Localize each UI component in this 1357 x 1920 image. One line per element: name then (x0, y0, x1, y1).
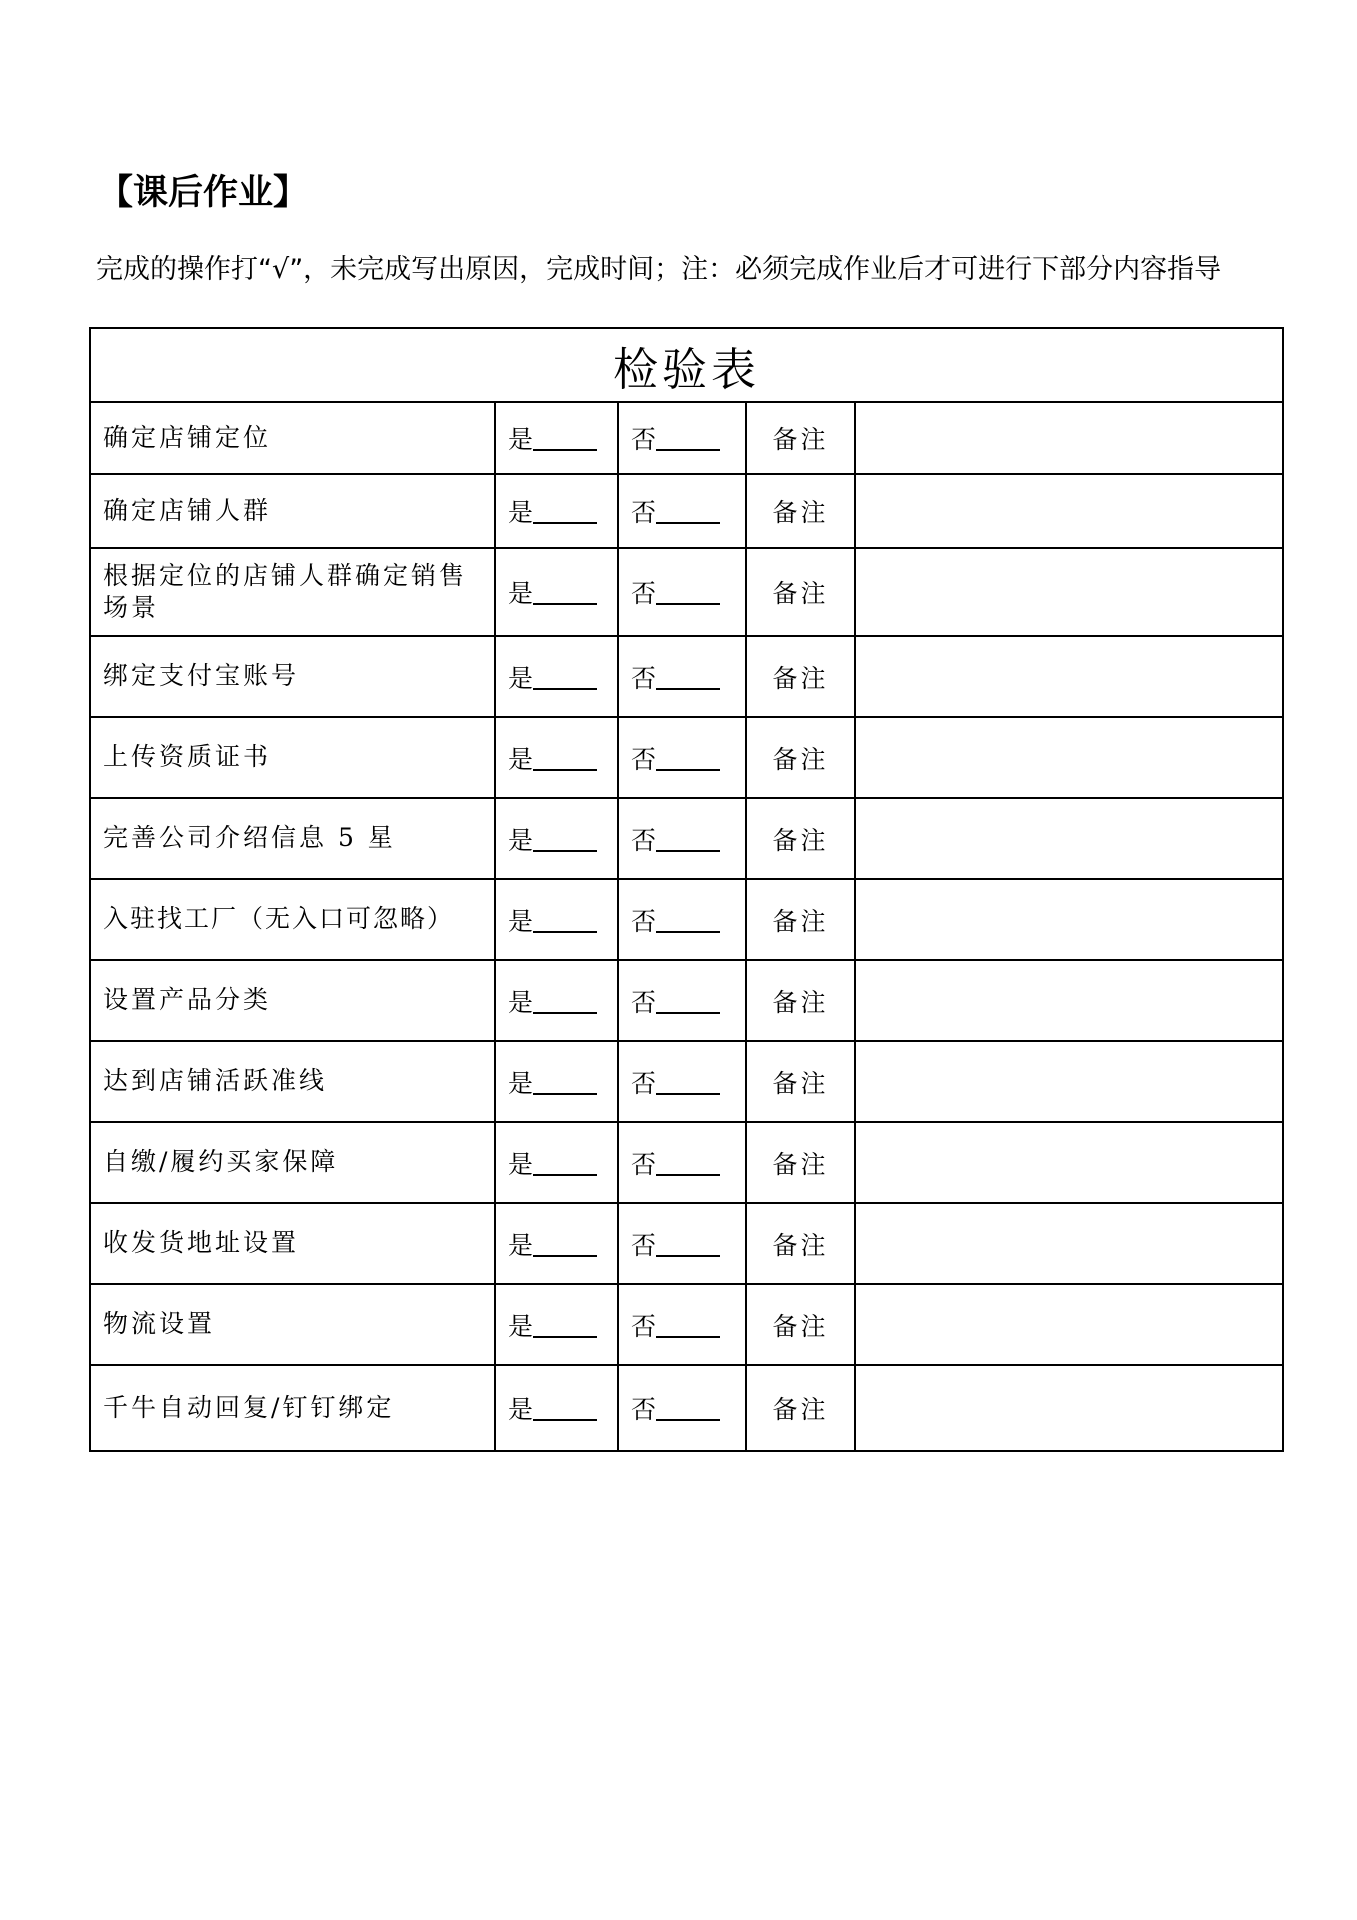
yes-label: 是 (508, 744, 534, 774)
yes-blank[interactable] (533, 849, 597, 852)
note-label: 备注 (746, 548, 855, 636)
note-label: 备注 (746, 474, 855, 548)
no-blank[interactable] (656, 448, 720, 451)
note-field[interactable] (855, 1122, 1283, 1203)
no-cell[interactable] (618, 879, 746, 960)
note-field[interactable] (855, 879, 1283, 960)
note-field[interactable] (855, 717, 1283, 798)
no-label: 否 (631, 498, 657, 527)
row-item-label: 完善公司介绍信息 5 星 (90, 798, 495, 879)
yes-cell[interactable] (495, 1365, 618, 1451)
no-blank[interactable] (656, 1335, 720, 1338)
yes-blank[interactable] (533, 1092, 597, 1095)
yes-cell[interactable] (495, 1203, 618, 1284)
yes-label: 是 (508, 1149, 534, 1179)
no-cell[interactable] (618, 1284, 746, 1365)
yes-cell[interactable] (495, 717, 618, 798)
note-label: 备注 (746, 1122, 855, 1203)
no-cell[interactable] (618, 1203, 746, 1284)
yes-blank[interactable] (533, 448, 597, 451)
no-label: 否 (631, 825, 657, 855)
yes-label: 是 (508, 825, 534, 855)
yes-blank[interactable] (533, 1011, 597, 1014)
table-row (90, 1365, 1283, 1451)
yes-blank[interactable] (533, 1173, 597, 1176)
yes-label: 是 (508, 1395, 534, 1424)
no-cell[interactable] (618, 798, 746, 879)
table-row (90, 474, 1283, 548)
note-field[interactable] (855, 402, 1283, 474)
yes-label: 是 (508, 425, 534, 454)
no-blank[interactable] (656, 521, 720, 524)
yes-cell[interactable] (495, 798, 618, 879)
note-field[interactable] (855, 548, 1283, 636)
table-row (90, 717, 1283, 798)
no-label: 否 (631, 1149, 657, 1179)
yes-blank[interactable] (533, 768, 597, 771)
no-blank[interactable] (656, 930, 720, 933)
yes-cell[interactable] (495, 879, 618, 960)
yes-cell[interactable] (495, 1122, 618, 1203)
yes-cell[interactable] (495, 960, 618, 1041)
yes-blank[interactable] (533, 521, 597, 524)
yes-cell[interactable] (495, 548, 618, 636)
no-blank[interactable] (656, 1092, 720, 1095)
row-item-label: 千牛自动回复/钉钉绑定 (90, 1365, 495, 1451)
table-row (90, 879, 1283, 960)
no-label: 否 (631, 987, 657, 1017)
no-blank[interactable] (656, 768, 720, 771)
note-field[interactable] (855, 1041, 1283, 1122)
table-row (90, 1203, 1283, 1284)
row-item-label: 入驻找工厂（无入口可忽略） (90, 879, 495, 960)
instruction-text: 完成的操作打“√”，未完成写出原因，完成时间；注：必须完成作业后才可进行下部分内容指导 (96, 254, 1222, 285)
yes-blank[interactable] (533, 930, 597, 933)
note-label: 备注 (746, 798, 855, 879)
note-label: 备注 (746, 402, 855, 474)
table-row (90, 636, 1283, 717)
yes-cell[interactable] (495, 474, 618, 548)
table-row (90, 402, 1283, 474)
note-label: 备注 (746, 636, 855, 717)
no-cell[interactable] (618, 548, 746, 636)
yes-blank[interactable] (533, 1254, 597, 1257)
no-blank[interactable] (656, 1011, 720, 1014)
table-row (90, 798, 1283, 879)
no-label: 否 (631, 663, 657, 693)
note-field[interactable] (855, 1284, 1283, 1365)
row-item-label: 绑定支付宝账号 (90, 636, 495, 717)
yes-blank[interactable] (533, 602, 597, 605)
row-item-label: 自缴/履约买家保障 (90, 1122, 495, 1203)
yes-cell[interactable] (495, 1284, 618, 1365)
yes-label: 是 (508, 663, 534, 693)
row-item-label: 达到店铺活跃准线 (90, 1041, 495, 1122)
no-blank[interactable] (656, 1173, 720, 1176)
checklist-body (90, 328, 1283, 1451)
no-label: 否 (631, 1068, 657, 1098)
yes-cell[interactable] (495, 1041, 618, 1122)
row-item-label: 收发货地址设置 (90, 1203, 495, 1284)
row-item-label: 物流设置 (90, 1284, 495, 1365)
no-label: 否 (631, 906, 657, 936)
no-cell[interactable] (618, 474, 746, 548)
note-field[interactable] (855, 798, 1283, 879)
note-label: 备注 (746, 1203, 855, 1284)
table-row (90, 548, 1283, 636)
yes-label: 是 (508, 579, 534, 608)
note-label: 备注 (746, 717, 855, 798)
no-cell[interactable] (618, 402, 746, 474)
no-cell[interactable] (618, 717, 746, 798)
row-item-label: 上传资质证书 (90, 717, 495, 798)
no-cell[interactable] (618, 1122, 746, 1203)
row-item-label: 根据定位的店铺人群确定销售场景 (90, 548, 495, 636)
yes-blank[interactable] (533, 1335, 597, 1338)
yes-label: 是 (508, 498, 534, 527)
no-cell[interactable] (618, 636, 746, 717)
note-label: 备注 (746, 1365, 855, 1451)
no-label: 否 (631, 1230, 657, 1260)
no-label: 否 (631, 579, 657, 608)
note-field[interactable] (855, 636, 1283, 717)
note-label: 备注 (746, 1284, 855, 1365)
yes-blank[interactable] (533, 687, 597, 690)
table-row (90, 960, 1283, 1041)
row-item-label: 确定店铺定位 (90, 402, 495, 474)
title-row (90, 328, 1283, 402)
no-cell[interactable] (618, 960, 746, 1041)
note-field[interactable] (855, 1365, 1283, 1451)
no-label: 否 (631, 1395, 657, 1424)
no-cell[interactable] (618, 1041, 746, 1122)
no-blank[interactable] (656, 687, 720, 690)
note-field[interactable] (855, 1203, 1283, 1284)
row-item-label: 设置产品分类 (90, 960, 495, 1041)
no-blank[interactable] (656, 1418, 720, 1421)
note-field[interactable] (855, 474, 1283, 548)
no-label: 否 (631, 425, 657, 454)
no-blank[interactable] (656, 602, 720, 605)
checklist-table (89, 327, 1284, 1452)
no-label: 否 (631, 744, 657, 774)
no-label: 否 (631, 1311, 657, 1341)
note-label: 备注 (746, 960, 855, 1041)
yes-cell[interactable] (495, 402, 618, 474)
yes-label: 是 (508, 1311, 534, 1341)
checklist-title: 检验表 (90, 328, 1283, 402)
no-blank[interactable] (656, 849, 720, 852)
yes-label: 是 (508, 906, 534, 936)
note-field[interactable] (855, 960, 1283, 1041)
yes-label: 是 (508, 987, 534, 1017)
table-row (90, 1041, 1283, 1122)
yes-cell[interactable] (495, 636, 618, 717)
yes-label: 是 (508, 1068, 534, 1098)
row-item-label: 确定店铺人群 (90, 474, 495, 548)
no-cell[interactable] (618, 1365, 746, 1451)
yes-label: 是 (508, 1230, 534, 1260)
no-blank[interactable] (656, 1254, 720, 1257)
note-label: 备注 (746, 879, 855, 960)
note-label: 备注 (746, 1041, 855, 1122)
table-row (90, 1122, 1283, 1203)
table-row (90, 1284, 1283, 1365)
yes-blank[interactable] (533, 1418, 597, 1421)
assignment-heading: 【课后作业】 (98, 173, 309, 213)
